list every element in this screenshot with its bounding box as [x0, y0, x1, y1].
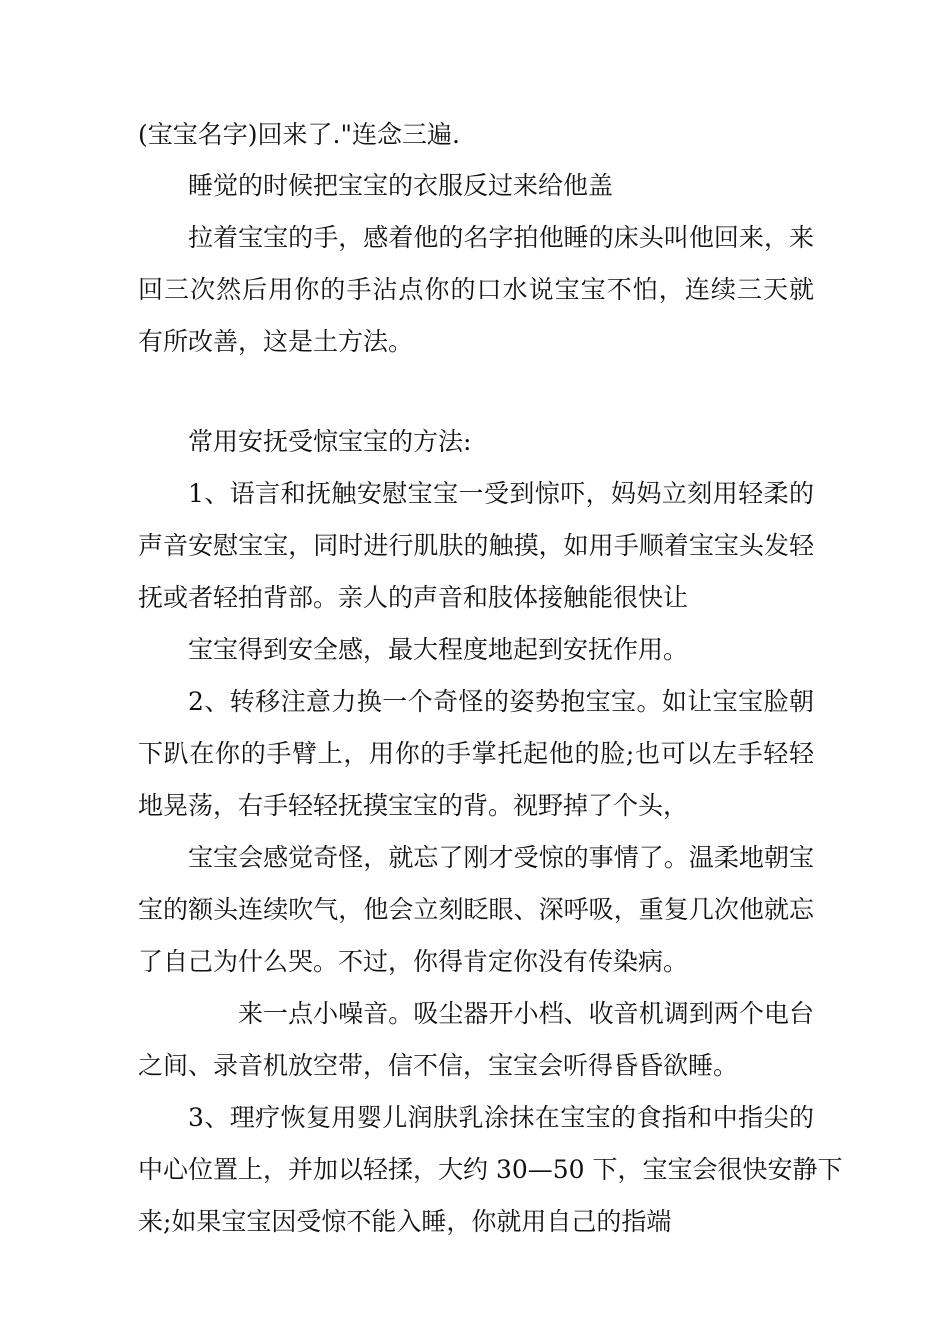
text-line: 宝宝会感觉奇怪，就忘了刚才受惊的事情了。温柔地朝宝	[188, 843, 814, 872]
text-line: 宝宝得到安全感，最大程度地起到安抚作用。	[188, 635, 689, 664]
text-line: 了自己为什么哭。不过，你得肯定你没有传染病。	[138, 947, 689, 976]
text-line: (宝宝名字)回来了."连念三遍.	[138, 120, 460, 149]
text-line: 抚或者轻拍背部。亲人的声音和肢体接触能很快让	[138, 583, 689, 612]
text-line: 地晃荡，右手轻轻抚摸宝宝的背。视野掉了个头，	[138, 791, 689, 820]
text-line: 来一点小噪音。吸尘器开小档、收音机调到两个电台	[238, 999, 814, 1028]
text-line: 回三次然后用你的手沾点你的口水说宝宝不怕，连续三天就	[138, 275, 814, 304]
text-line: 睡觉的时候把宝宝的衣服反过来给他盖	[188, 171, 614, 200]
text-line: 2、转移注意力换一个奇怪的姿势抱宝宝。如让宝宝脸朝	[188, 687, 814, 716]
text-line: 拉着宝宝的手，感着他的名字拍他睡的床头叫他回来，来	[188, 223, 814, 252]
text-line: 1、语言和抚触安慰宝宝一受到惊吓，妈妈立刻用轻柔的	[188, 479, 814, 508]
text-line: 3、理疗恢复用婴儿润肤乳涂抹在宝宝的食指和中指尖的	[188, 1103, 814, 1132]
text-line: 宝的额头连续吹气，他会立刻眨眼、深呼吸，重复几次他就忘	[138, 895, 814, 924]
text-line: 下趴在你的手臂上，用你的手掌托起他的脸;也可以左手轻轻	[138, 739, 814, 768]
text-line: 中心位置上，并加以轻揉，大约 30—50 下，宝宝会很快安静下	[138, 1155, 843, 1184]
text-line: 之间、录音机放空带，信不信，宝宝会听得昏昏欲睡。	[138, 1051, 739, 1080]
text-line: 来;如果宝宝因受惊不能入睡，你就用自己的指端	[138, 1207, 672, 1236]
text-line: 有所改善，这是土方法。	[138, 327, 414, 356]
text-line: 声音安慰宝宝，同时进行肌肤的触摸，如用手顺着宝宝头发轻	[138, 531, 814, 560]
section-heading: 常用安抚受惊宝宝的方法:	[188, 427, 472, 456]
